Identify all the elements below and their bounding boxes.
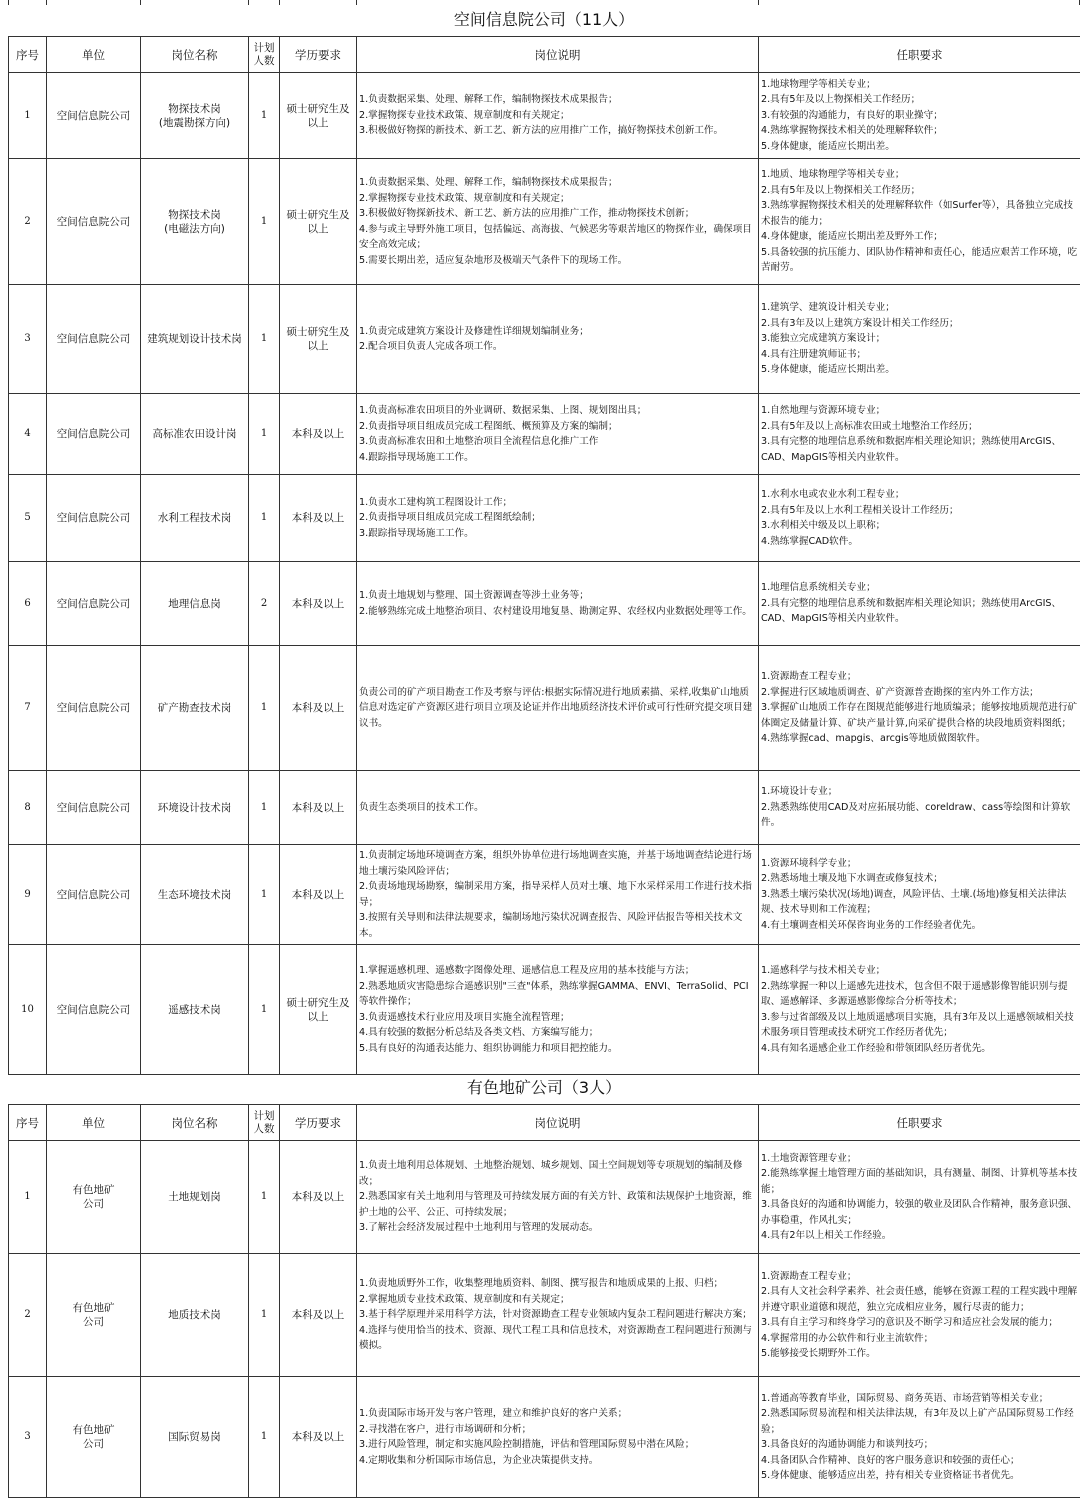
post-description [357, 73, 759, 159]
description-line: 4.跟踪指导现场施工工作。 [359, 451, 474, 463]
post-description [357, 845, 759, 945]
requirement-line: 3.参与过省部级及以上地质遥感项目实施，具有3年及以上遥感领域相关技术服务项目管理或技术研究工作经历者优先； [761, 1011, 1074, 1038]
table-row [9, 845, 1080, 945]
requirement-line: 3.水利相关中级及以上职称； [761, 520, 886, 531]
column-header-post: 岗位名称 [141, 1105, 249, 1141]
education-requirement: 本科及以上 [280, 562, 357, 646]
requirement-line: 1.地理信息系统相关专业； [761, 582, 876, 594]
requirement-line: 2.掌握进行区域地质调查、矿产资源普查勘探的室内外工作方法； [761, 686, 1039, 698]
requirement-line: 3.具有完整的地理信息系统和数据库相关理论知识；熟练使用ArcGIS、CAD、MapGIS等相关内业软件。 [761, 436, 1062, 463]
description-line: 负责生态类项目的技术工作。 [359, 801, 484, 813]
requirement-line: 1.环境设计专业； [761, 786, 838, 798]
post-name: 土地规划岗 [141, 1141, 249, 1254]
row-number: 10 [9, 945, 47, 1075]
column-header-req: 任职要求 [759, 37, 1080, 73]
description-line: 5.需要长期出差，适应复杂地形及极端天气条件下的现场工作。 [359, 254, 628, 266]
table-row [9, 159, 1080, 285]
education-requirement: 本科及以上 [280, 646, 357, 771]
description-line: 2.熟悉国家有关土地利用与管理及可持续发展方面的有关方针、政策和法规保护土地资源，维护土地的公平、公正、可持续发展； [359, 1191, 752, 1218]
description-line: 2.掌握物探专业技术政策、规章制度和有关规定； [359, 192, 570, 204]
job-requirements [759, 475, 1080, 562]
table-row [9, 394, 1080, 475]
description-line: 1.负责制定场地环境调查方案，组织外协单位进行场地调查实施，并基于场地调查结论进行场地土壤污染风险评估； [359, 850, 752, 877]
education-requirement: 硕士研究生及以上 [280, 285, 357, 394]
column-header-unit: 单位 [47, 1105, 141, 1141]
requirement-line: 3.熟练掌握物探技术相关的处理解释软件（如Surfer等），具备独立完成技术报告的能力； [761, 200, 1073, 227]
education-requirement: 本科及以上 [280, 845, 357, 945]
requirement-line: 2.具有5年及以上高标准农田或土地整治工作经历； [761, 420, 978, 432]
requirement-line: 2.具有人文社会科学素养、社会责任感，能够在资源工程的工程实践中理解并遵守职业道德和规范，独立完成相应业务，履行尽责的能力； [761, 1286, 1078, 1313]
requirement-line: 4.具备团队合作精神、良好的客户服务意识和较强的责任心； [761, 1454, 1020, 1466]
row-number: 4 [9, 394, 47, 475]
table-row [9, 771, 1080, 845]
requirement-line: 1.资源勘查工程专业； [761, 1270, 857, 1282]
description-line: 3.积极做好物探的新技术、新工艺、新方法的应用推广工作，搞好物探技术创新工作。 [359, 125, 724, 137]
description-line: 2.负责指导项目组成员完成工程图纸、概预算及方案的编制； [359, 420, 618, 432]
education-requirement: 本科及以上 [280, 475, 357, 562]
unit-name: 空间信息院公司 [47, 945, 141, 1075]
description-line: 3.负责遥感技术行业应用及项目实施全流程管理； [359, 1011, 570, 1023]
row-number: 8 [9, 771, 47, 845]
requirement-line: 5.能够接受长期野外工作。 [761, 1348, 876, 1359]
column-header-req: 任职要求 [759, 1105, 1080, 1141]
plan-count: 1 [249, 1141, 280, 1254]
post-description [357, 475, 759, 562]
post-description [357, 562, 759, 646]
requirement-line: 3.有较强的沟通能力，有良好的职业操守； [761, 109, 943, 121]
requirement-line: 1.普通高等教育毕业，国际贸易、商务英语、市场营销等相关专业； [761, 1392, 1049, 1404]
row-number: 3 [9, 285, 47, 394]
unit-name: 空间信息院公司 [47, 646, 141, 771]
plan-count: 1 [249, 845, 280, 945]
unit-name: 空间信息院公司 [47, 771, 141, 845]
post-description [357, 1141, 759, 1254]
post-name: 国际贸易岗 [141, 1377, 249, 1498]
education-requirement: 本科及以上 [280, 1377, 357, 1498]
row-number: 3 [9, 1377, 47, 1498]
column-header-no: 序号 [9, 37, 47, 73]
post-name: 物探技术岗 (电磁法方向) [141, 159, 249, 285]
requirement-line: 3.掌握矿山地质工作存在图规范能够进行地质编录；能够按地质规范进行矿体圈定及储量计算、矿块产量计算,向采矿提供合格的块段地质资料图纸； [761, 702, 1078, 729]
table-row [9, 475, 1080, 562]
job-requirements [759, 285, 1080, 394]
plan-count: 1 [249, 159, 280, 285]
positions-table [8, 36, 1080, 1075]
requirement-line: 2.具有5年及以上物探相关工作经历； [761, 184, 921, 196]
description-line: 4.参与或主导野外施工项目，包括偏远、高海拔、气候恶劣等艰苦地区的物探作业，确保项目安全高效完成； [359, 223, 752, 250]
unit-name: 空间信息院公司 [47, 475, 141, 562]
unit-name: 有色地矿 公司 [47, 1141, 141, 1254]
requirement-line: 3.能独立完成建筑方案设计； [761, 333, 886, 345]
requirement-line: 3.具有自主学习和终身学习的意识及不断学习和适应社会发展的能力； [761, 1317, 1058, 1328]
row-number: 5 [9, 475, 47, 562]
requirement-line: 1.水利水电或农业水利工程专业； [761, 489, 905, 500]
requirement-line: 1.地球物理学等相关专业； [761, 78, 876, 90]
column-header-no: 序号 [9, 1105, 47, 1141]
job-requirements [759, 771, 1080, 845]
post-description [357, 285, 759, 394]
description-line: 1.负责土地利用总体规划、土地整治规划、城乡规划、国土空间规划等专项规划的编制及修改； [359, 1160, 743, 1187]
section-title: 有色地矿公司（3人） [466, 1078, 622, 1097]
description-line: 1.负责数据采集、处理、解释工作，编制物探技术成果报告； [359, 94, 618, 106]
column-header-unit: 单位 [47, 37, 141, 73]
row-number: 9 [9, 845, 47, 945]
education-requirement: 本科及以上 [280, 394, 357, 475]
positions-table [8, 1104, 1080, 1498]
description-line: 2.寻找潜在客户，进行市场调研和分析； [359, 1423, 532, 1435]
row-number: 2 [9, 1254, 47, 1377]
description-line: 1.负责土地规划与整理、国土资源调查等涉土业务等； [359, 590, 589, 601]
post-name: 建筑规划设计技术岗 [141, 285, 249, 394]
post-description [357, 646, 759, 771]
requirement-line: 1.地质、地球物理学等相关专业； [761, 169, 905, 181]
unit-name: 空间信息院公司 [47, 285, 141, 394]
requirement-line: 4.具有2年以上相关工作经验。 [761, 1230, 892, 1241]
description-line: 1.负责国际市场开发与客户管理，建立和维护良好的客户关系； [359, 1408, 628, 1419]
requirement-line: 4.有土壤调查相关环保咨询业务的工作经验者优先。 [761, 919, 982, 931]
post-description [357, 771, 759, 845]
unit-name: 有色地矿 公司 [47, 1254, 141, 1377]
requirement-line: 2.熟悉熟练使用CAD及对应拓展功能、coreldraw、cass等绘图和计算软件。 [761, 801, 1071, 829]
post-name: 矿产勘查技术岗 [141, 646, 249, 771]
plan-count: 2 [249, 562, 280, 646]
description-line: 3.积极做好物探新技术、新工艺、新方法的应用推广工作，推动物探技术创新； [359, 208, 695, 219]
requirement-line: 2.熟练掌握一种以上遥感先进技术，包含但不限于遥感影像智能识别与提取、遥感解译、多源遥感影像综合分析等技术； [761, 980, 1068, 1007]
post-description [357, 394, 759, 475]
requirement-line: 1.自然地理与资源环境专业； [761, 405, 886, 416]
requirement-line: 1.资源环境科学专业； [761, 857, 857, 869]
job-requirements [759, 1377, 1080, 1498]
row-number: 7 [9, 646, 47, 771]
unit-name: 空间信息院公司 [47, 159, 141, 285]
education-requirement: 本科及以上 [280, 1141, 357, 1254]
post-name: 物探技术岗 (地震勘探方向) [141, 73, 249, 159]
education-requirement: 本科及以上 [280, 771, 357, 845]
column-header-count: 计划人数 [249, 1105, 280, 1141]
post-name: 生态环境技术岗 [141, 845, 249, 945]
requirement-line: 4.熟练掌握CAD软件。 [761, 535, 858, 547]
education-requirement: 硕士研究生及以上 [280, 73, 357, 159]
plan-count: 1 [249, 771, 280, 845]
column-header-post: 岗位名称 [141, 37, 249, 73]
description-line: 3.基于科学原理并采用科学方法，针对资源勘查工程专业领域内复杂工程问题进行解决方案； [359, 1309, 752, 1321]
description-line: 2.负责指导项目组成员完成工程图纸绘制； [359, 512, 541, 524]
requirement-line: 5.身体健康，能适应长期出差。 [761, 364, 895, 376]
row-number: 6 [9, 562, 47, 646]
requirement-line: 1.土地资源管理专业； [761, 1152, 857, 1164]
column-header-edu: 学历要求 [280, 37, 357, 73]
description-line: 负责公司的矿产项目勘查工作及考察与评估:根据实际情况进行地质素描、采样,收集矿山地质信息对选定矿产资源区进行项目立项及论证并作出地质经济技术评价或可行性研究提交项目建议书。 [359, 686, 753, 729]
post-name: 水利工程技术岗 [141, 475, 249, 562]
description-line: 2.掌握物探专业技术政策、规章制度和有关规定； [359, 109, 570, 121]
job-requirements [759, 562, 1080, 646]
requirement-line: 2.具有5年及以上水利工程相关设计工作经历； [761, 504, 959, 516]
requirement-line: 4.身体健康，能适应长期出差及野外工作； [761, 231, 943, 243]
job-requirements [759, 845, 1080, 945]
post-name: 高标准农田设计岗 [141, 394, 249, 475]
column-header-edu: 学历要求 [280, 1105, 357, 1141]
post-description [357, 159, 759, 285]
job-requirements [759, 1141, 1080, 1254]
previous-table-edge [8, 0, 1080, 5]
description-line: 2.掌握地质专业技术政策、规章制度和有关规定； [359, 1293, 570, 1305]
table-header-row [9, 1105, 1080, 1141]
requirement-line: 5.身体健康，能适应长期出差。 [761, 140, 895, 152]
education-requirement: 硕士研究生及以上 [280, 159, 357, 285]
table-row [9, 1377, 1080, 1498]
plan-count: 1 [249, 646, 280, 771]
description-line: 4.定期收集和分析国际市场信息，为企业决策提供支持。 [359, 1454, 599, 1466]
description-line: 1.负责完成建筑方案设计及修建性详细规划编制业务； [359, 325, 589, 337]
description-line: 4.选择与使用恰当的技术、资源、现代工程工具和信息技术，对资源勘查工程问题进行预测与模拟。 [359, 1324, 752, 1352]
description-line: 4.具有较强的数据分析总结及各类文档、方案编写能力； [359, 1027, 599, 1038]
description-line: 3.按照有关导则和法律法规要求，编制场地污染状况调查报告、风险评估报告等相关技术文本。 [359, 912, 743, 939]
description-line: 1.负责地质野外工作，收集整理地质资料、制图、撰写报告和地质成果的上报、归档； [359, 1278, 724, 1290]
unit-name: 空间信息院公司 [47, 845, 141, 945]
job-requirements [759, 159, 1080, 285]
requirement-line: 4.熟练掌握cad、mapgis、arcgis等地质做图软件。 [761, 733, 986, 745]
requirement-line: 1.遥感科学与技术相关专业； [761, 965, 886, 976]
row-number: 1 [9, 1141, 47, 1254]
post-description [357, 945, 759, 1075]
requirement-line: 2.熟悉国际贸易流程和相关法律法规，有3年及以上矿产品国际贸易工作经验； [761, 1408, 1074, 1435]
description-line: 2.配合项目负责人完成各项工作。 [359, 341, 503, 352]
description-line: 2.负责场地现场勘察，编制采用方案，指导采样人员对土壤、地下水采样采用工作进行技术指导； [359, 881, 752, 908]
post-description [357, 1254, 759, 1377]
requirement-line: 5.身体健康、能够适应出差，持有相关专业资格证书者优先。 [761, 1470, 1020, 1481]
requirement-line: 4.掌握常用的办公软件和行业主流软件； [761, 1332, 934, 1344]
requirement-line: 5.具备较强的抗压能力、团队协作精神和责任心，能适应艰苦工作环境，吃苦耐劳。 [761, 246, 1078, 274]
post-name: 地质技术岗 [141, 1254, 249, 1377]
requirement-line: 3.具备良好的沟通和协调能力，较强的敬业及团队合作精神，服务意识强、办事稳重，作风扎实； [761, 1199, 1078, 1226]
requirement-line: 2.具有完整的地理信息系统和数据库相关理论知识；熟练使用ArcGIS、CAD、MapGIS等相关内业软件。 [761, 597, 1062, 625]
description-line: 1.掌握遥感机理、遥感数字图像处理、遥感信息工程及应用的基本技能与方法； [359, 965, 695, 976]
post-name: 遥感技术岗 [141, 945, 249, 1075]
table-row [9, 73, 1080, 159]
section-nonferrous [8, 1074, 1080, 1498]
description-line: 2.能够熟练完成土地整治项目、农村建设用地复垦、勘测定界、农经权内业数据处理等工作。 [359, 605, 752, 617]
unit-name: 空间信息院公司 [47, 562, 141, 646]
requirement-line: 2.熟悉场地土壤及地下水调查或修复技术； [761, 873, 943, 885]
requirement-line: 1.建筑学、建筑设计相关专业； [761, 302, 895, 314]
description-line: 3.了解社会经济发展过程中土地利用与管理的发展动态。 [359, 1222, 599, 1234]
requirement-line: 2.具有3年及以上建筑方案设计相关工作经历； [761, 317, 959, 329]
section-title: 空间信息院公司（11人） [453, 10, 635, 29]
description-line: 3.跟踪指导现场施工工作。 [359, 527, 474, 539]
plan-count: 1 [249, 475, 280, 562]
plan-count: 1 [249, 1254, 280, 1377]
description-line: 1.负责数据采集、处理、解释工作，编制物探技术成果报告； [359, 177, 618, 188]
unit-name: 空间信息院公司 [47, 73, 141, 159]
requirement-line: 2.能熟练掌握土地管理方面的基础知识，具有测量、制图、计算机等基本技能； [761, 1168, 1078, 1195]
requirement-line: 3.具备良好的沟通协调能力和谈判技巧； [761, 1439, 934, 1450]
requirement-line: 1.资源勘查工程专业； [761, 671, 857, 683]
description-line: 5.具有良好的沟通表达能力、组织协调能力和项目把控能力。 [359, 1042, 618, 1054]
post-name: 环境设计技术岗 [141, 771, 249, 845]
table-row [9, 945, 1080, 1075]
table-row [9, 1254, 1080, 1377]
description-line: 3.进行风险管理，制定和实施风险控制措施，评估和管理国际贸易中潜在风险； [359, 1439, 695, 1450]
job-requirements [759, 1254, 1080, 1377]
requirement-line: 2.具有5年及以上物探相关工作经历； [761, 94, 921, 106]
description-line: 3.负责高标准农田和土地整治项目全流程信息化推广工作 [359, 436, 599, 447]
unit-name: 空间信息院公司 [47, 394, 141, 475]
table-row [9, 562, 1080, 646]
requirement-line: 3.熟悉土壤污染状况(场地)调查，风险评估、土壤.(场地)修复相关法律法规、技术导则和工作流程； [761, 888, 1067, 916]
plan-count: 1 [249, 945, 280, 1075]
unit-name: 有色地矿 公司 [47, 1377, 141, 1498]
column-header-desc: 岗位说明 [357, 37, 759, 73]
job-requirements [759, 73, 1080, 159]
education-requirement: 本科及以上 [280, 1254, 357, 1377]
plan-count: 1 [249, 1377, 280, 1498]
column-header-desc: 岗位说明 [357, 1105, 759, 1141]
requirement-line: 4.具有注册建筑师证书； [761, 348, 867, 360]
column-header-count: 计划人数 [249, 37, 280, 73]
table-header-row [9, 37, 1080, 73]
requirement-line: 4.具有知名遥感企业工作经验和带领团队经历者优先。 [761, 1042, 991, 1054]
row-number: 1 [9, 73, 47, 159]
plan-count: 1 [249, 394, 280, 475]
plan-count: 1 [249, 285, 280, 394]
job-requirements [759, 945, 1080, 1075]
job-requirements [759, 646, 1080, 771]
requirement-line: 4.熟练掌握物探技术相关的处理解释软件； [761, 125, 943, 137]
job-requirements [759, 394, 1080, 475]
description-line: 2.熟悉地质灾害隐患综合遥感识别"三查"体系，熟练掌握GAMMA、ENVI、TerraSolid、PCI等软件操作； [359, 980, 749, 1007]
description-line: 1.负责高标准农田项目的外业调研、数据采集、上图、规划图出具； [359, 405, 647, 416]
section-space-info [8, 6, 1080, 1075]
row-number: 2 [9, 159, 47, 285]
description-line: 1.负责水工建构筑工程图设计工作； [359, 496, 513, 508]
post-name: 地理信息岗 [141, 562, 249, 646]
plan-count: 1 [249, 73, 280, 159]
table-row [9, 285, 1080, 394]
education-requirement: 硕士研究生及以上 [280, 945, 357, 1075]
post-description [357, 1377, 759, 1498]
table-row [9, 646, 1080, 771]
table-row [9, 1141, 1080, 1254]
